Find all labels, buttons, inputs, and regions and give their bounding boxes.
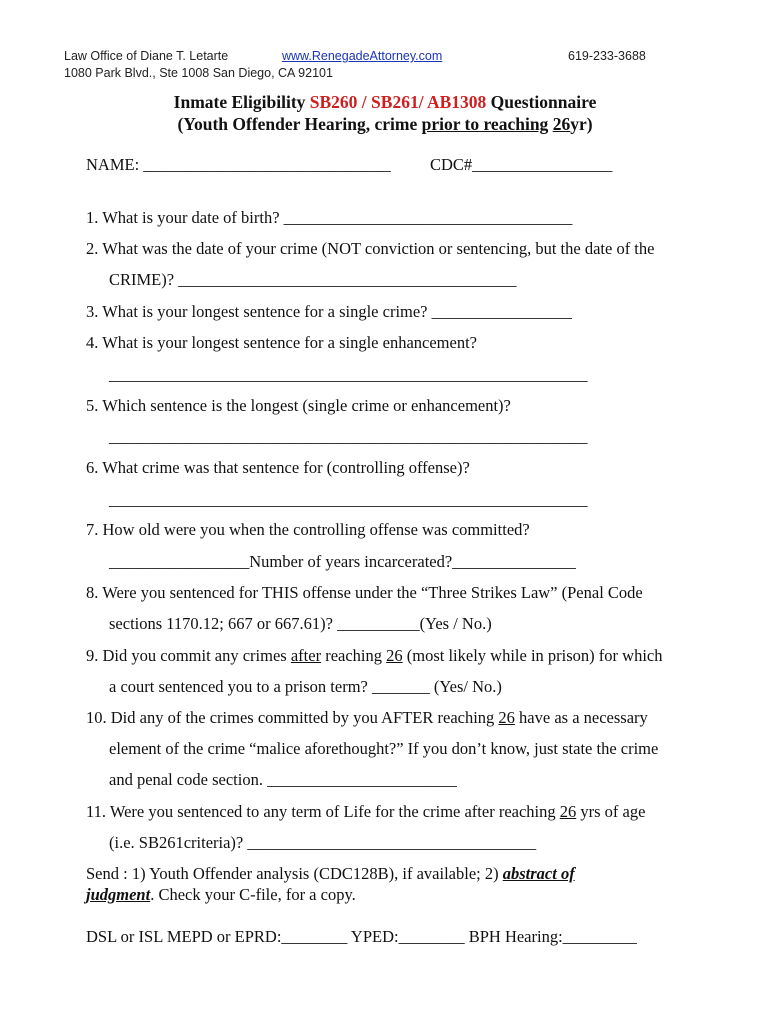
name-field[interactable]: NAME: ______________________________ (86, 155, 391, 174)
bill-codes: SB260 / SB261/ AB1308 (309, 92, 487, 112)
question-9-answer[interactable]: a court sentenced you to a prison term? _______ (Yes/ No.) (109, 677, 502, 696)
question-11: 11. Were you sentenced to any term of Life for the crime after reaching 26 yrs of age (86, 802, 646, 821)
question-10-continued: element of the crime “malice aforethought?” If you don’t know, just state the crime (109, 739, 659, 758)
question-6-answer[interactable]: __________________________________________________________ (109, 490, 588, 509)
send-instructions-continued: judgment. Check your C-file, for a copy. (86, 885, 356, 904)
title-line-1: Inmate Eligibility SB260 / SB261/ AB1308 Questionnaire (173, 92, 597, 112)
question-11-answer[interactable]: (i.e. SB261criteria)? ___________________________________ (109, 833, 537, 852)
question-5: 5. Which sentence is the longest (single crime or enhancement)? (86, 396, 511, 415)
status-fields-row[interactable]: DSL or ISL MEPD or EPRD:________ YPED:________ BPH Hearing:_________ (86, 927, 637, 946)
cdc-number-field[interactable]: CDC#_________________ (430, 155, 613, 174)
phone-number: 619-233-3688 (568, 49, 646, 63)
send-instructions: Send : 1) Youth Offender analysis (CDC128B), if available; 2) abstract of (86, 864, 575, 883)
office-address: 1080 Park Blvd., Ste 1008 San Diego, CA 92101 (64, 66, 333, 80)
title-line-2: (Youth Offender Hearing, crime prior to reaching 26yr) (177, 114, 593, 134)
website-link-wrap (282, 48, 442, 64)
question-2-answer[interactable]: CRIME)? _________________________________________ (109, 270, 517, 289)
question-4-answer[interactable]: __________________________________________________________ (109, 365, 588, 384)
website-link[interactable]: www.RenegadeAttorney.com (282, 49, 443, 63)
law-office-name: Law Office of Diane T. Letarte (64, 49, 229, 63)
question-1[interactable]: 1. What is your date of birth? ___________________________________ (86, 208, 573, 227)
question-2: 2. What was the date of your crime (NOT conviction or sentencing, but the date of the (86, 239, 655, 258)
question-8-answer[interactable]: sections 1170.12; 667 or 667.61)? __________(Yes / No.) (109, 614, 492, 633)
question-8: 8. Were you sentenced for THIS offense under the “Three Strikes Law” (Penal Code (86, 583, 643, 602)
question-9: 9. Did you commit any crimes after reaching 26 (most likely while in prison) for which (86, 646, 663, 665)
question-3[interactable]: 3. What is your longest sentence for a single crime? _________________ (86, 302, 572, 321)
question-7: 7. How old were you when the controlling offense was committed? (86, 520, 530, 539)
question-6: 6. What crime was that sentence for (controlling offense)? (86, 458, 470, 477)
question-7-answer[interactable]: _________________Number of years incarcerated?_______________ (109, 552, 576, 571)
question-5-answer[interactable]: __________________________________________________________ (109, 427, 588, 446)
question-10: 10. Did any of the crimes committed by you AFTER reaching 26 have as a necessary (86, 708, 648, 727)
question-4: 4. What is your longest sentence for a single enhancement? (86, 333, 477, 352)
question-10-answer[interactable]: and penal code section. _______________________ (109, 770, 457, 789)
